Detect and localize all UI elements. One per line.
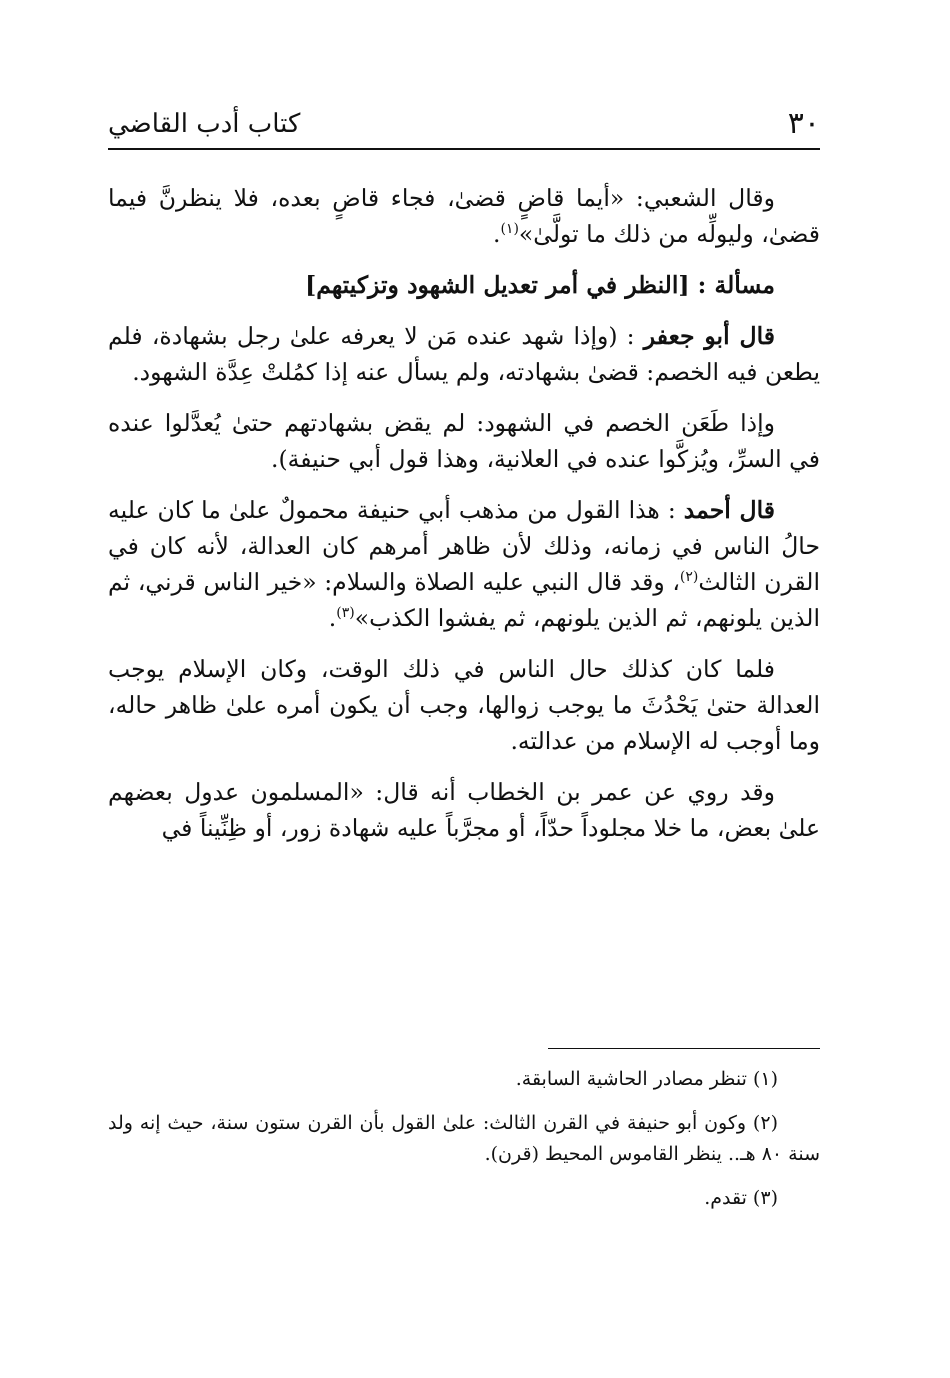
running-title: كتاب أدب القاضي [108,109,301,139]
paragraph-end: . [492,220,501,248]
footnote-ref: (٢) [679,569,699,586]
paragraph-objection: وإذا طَعَن الخصم في الشهود: لم يقض بشهادتهم حتىٰ يُعدَّلوا عنده في السرِّ، ويُزكَّوا عنده في العلانية، وهذا قول أبي حنيفة). [108,409,820,473]
paragraph-condition: فلما كان كذلك حال الناس في ذلك الوقت، وكان الإسلام يوجب العدالة حتىٰ يَحْدُثَ ما يوجب زوالها، وجب أن يكون أمره علىٰ ظاهر حاله، وما أوجب له الإسلام من عدالته. [108,655,820,755]
paragraph-shabi [108,180,820,252]
main-text [108,180,820,861]
footnotes [108,1064,820,1227]
paragraph-text: : هذا القول من مذهب أبي حنيفة محمولٌ علىٰ ما كان عليه حالُ الناس في زمانه، وذلك لأن ظاهر أمرهم كان العدالة، لأنه كان في القرن الثالث [108,496,820,596]
paragraph-abu-jafar [108,318,820,390]
paragraph-text: وقال الشعبي: «أيما قاضٍ قضىٰ، فجاء قاضٍ بعده، فلا ينظرنَّ فيما قضىٰ، وليولِّه من ذلك ما تولَّىٰ» [108,184,820,248]
header-rule [108,148,820,150]
paragraph-ahmad [108,492,820,636]
footnote-item: (٣) تقدم. [704,1187,778,1209]
paragraph-text: ، وقد قال النبي عليه الصلاة والسلام: «خير الناس قرني، ثم الذين يلونهم، ثم الذين يلونهم، ثم يفشوا الكذب» [108,568,820,632]
speaker-label: قال أبو جعفر [643,322,775,350]
speaker-label: قال أحمد [683,496,775,524]
footnote-ref: (١) [500,221,519,238]
section-heading: مسألة : [النظر في أمر تعديل الشهود وتزكيتهم] [305,271,775,299]
paragraph-text: : (وإذا شهد عنده مَن لا يعرفه علىٰ رجل بشهادة، فلم يطعن فيه الخصم: قضىٰ بشهادته، ولم يسأل عنه إذا كمُلتْ عِدَّة الشهود. [108,322,820,386]
footnote-item: (٢) وكون أبو حنيفة في القرن الثالث: علىٰ القول بأن القرن ستون سنة، حيث إنه ولد سنة ٨٠ هـ.. ينظر القاموس المحيط (قرن). [108,1112,820,1165]
footnote-item: (١) تنظر مصادر الحاشية السابقة. [515,1068,778,1090]
page-header [108,100,820,148]
footnote-rule [548,1048,820,1049]
page-number: ٣٠ [787,106,820,141]
paragraph-end: . [328,604,337,632]
paragraph-umar: وقد روي عن عمر بن الخطاب أنه قال: «المسلمون عدول بعضهم علىٰ بعض، ما خلا مجلوداً حدّاً، أو مجرَّباً عليه شهادة زور، أو ظِنِّيناً في [108,778,820,842]
footnote-ref: (٣) [336,605,355,622]
